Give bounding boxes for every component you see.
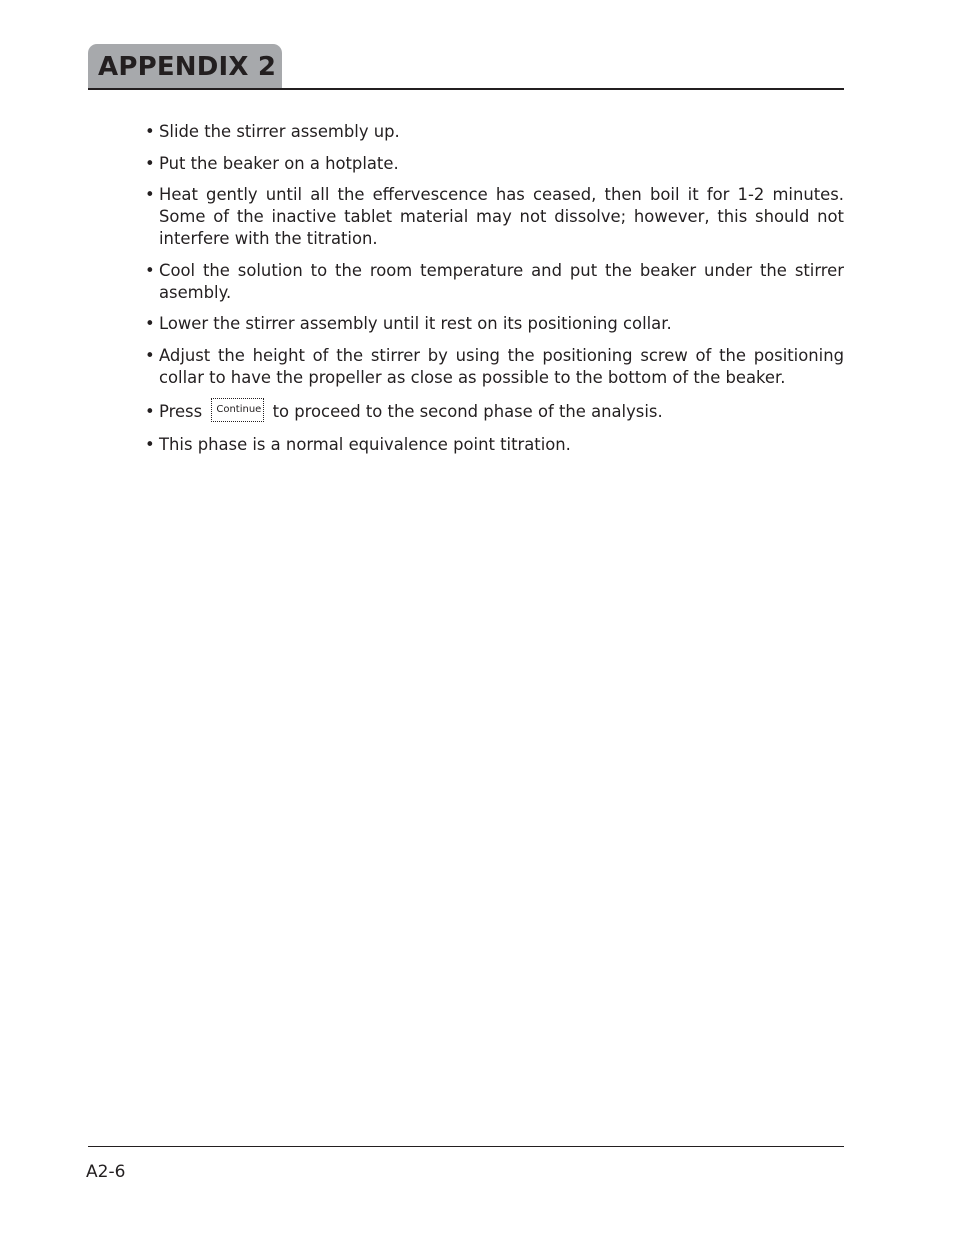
list-item bbox=[145, 121, 844, 143]
list-item bbox=[145, 313, 844, 335]
page-number: A2-6 bbox=[86, 1162, 126, 1182]
bullet-icon: • bbox=[145, 401, 155, 421]
bullet-icon: • bbox=[145, 153, 155, 173]
press-after-text: to proceed to the second phase of the analysis. bbox=[272, 401, 663, 421]
list-item bbox=[145, 260, 844, 304]
press-before-text: Press bbox=[159, 401, 203, 421]
list-item bbox=[145, 153, 844, 175]
list-item-press bbox=[145, 401, 844, 423]
step-text: Cool the solution to the room temperature and put the beaker under the stirrer asembly. bbox=[159, 260, 844, 302]
step-text: Lower the stirrer assembly until it rest on its positioning collar. bbox=[159, 314, 672, 333]
footer-divider bbox=[88, 1146, 844, 1147]
step-text: Heat gently until all the effervescence has ceased, then boil it for 1-2 minutes. Some of the inactive tablet material may not dissolve; however, this should not interfere with the titration. bbox=[159, 185, 844, 248]
bullet-icon: • bbox=[145, 122, 155, 141]
list-item bbox=[145, 434, 844, 456]
bullet-icon: • bbox=[145, 345, 155, 365]
bullet-icon: • bbox=[145, 185, 155, 204]
bullet-icon: • bbox=[145, 260, 155, 280]
continue-button[interactable]: Continue bbox=[211, 398, 264, 422]
page-title: APPENDIX 2 bbox=[98, 52, 277, 82]
instruction-list bbox=[145, 121, 844, 465]
step-text: Adjust the height of the stirrer by using the positioning screw of the positioning collar to have the propeller as close as possible to the bottom of the beaker. bbox=[159, 345, 844, 387]
header-divider bbox=[88, 88, 844, 90]
bullet-icon: • bbox=[145, 434, 155, 454]
step-text: This phase is a normal equivalence point titration. bbox=[159, 434, 571, 454]
step-text: Slide the stirrer assembly up. bbox=[159, 122, 400, 141]
step-text: Put the beaker on a hotplate. bbox=[159, 153, 399, 173]
bullet-icon: • bbox=[145, 314, 155, 333]
list-item bbox=[145, 184, 844, 250]
list-item bbox=[145, 345, 844, 389]
